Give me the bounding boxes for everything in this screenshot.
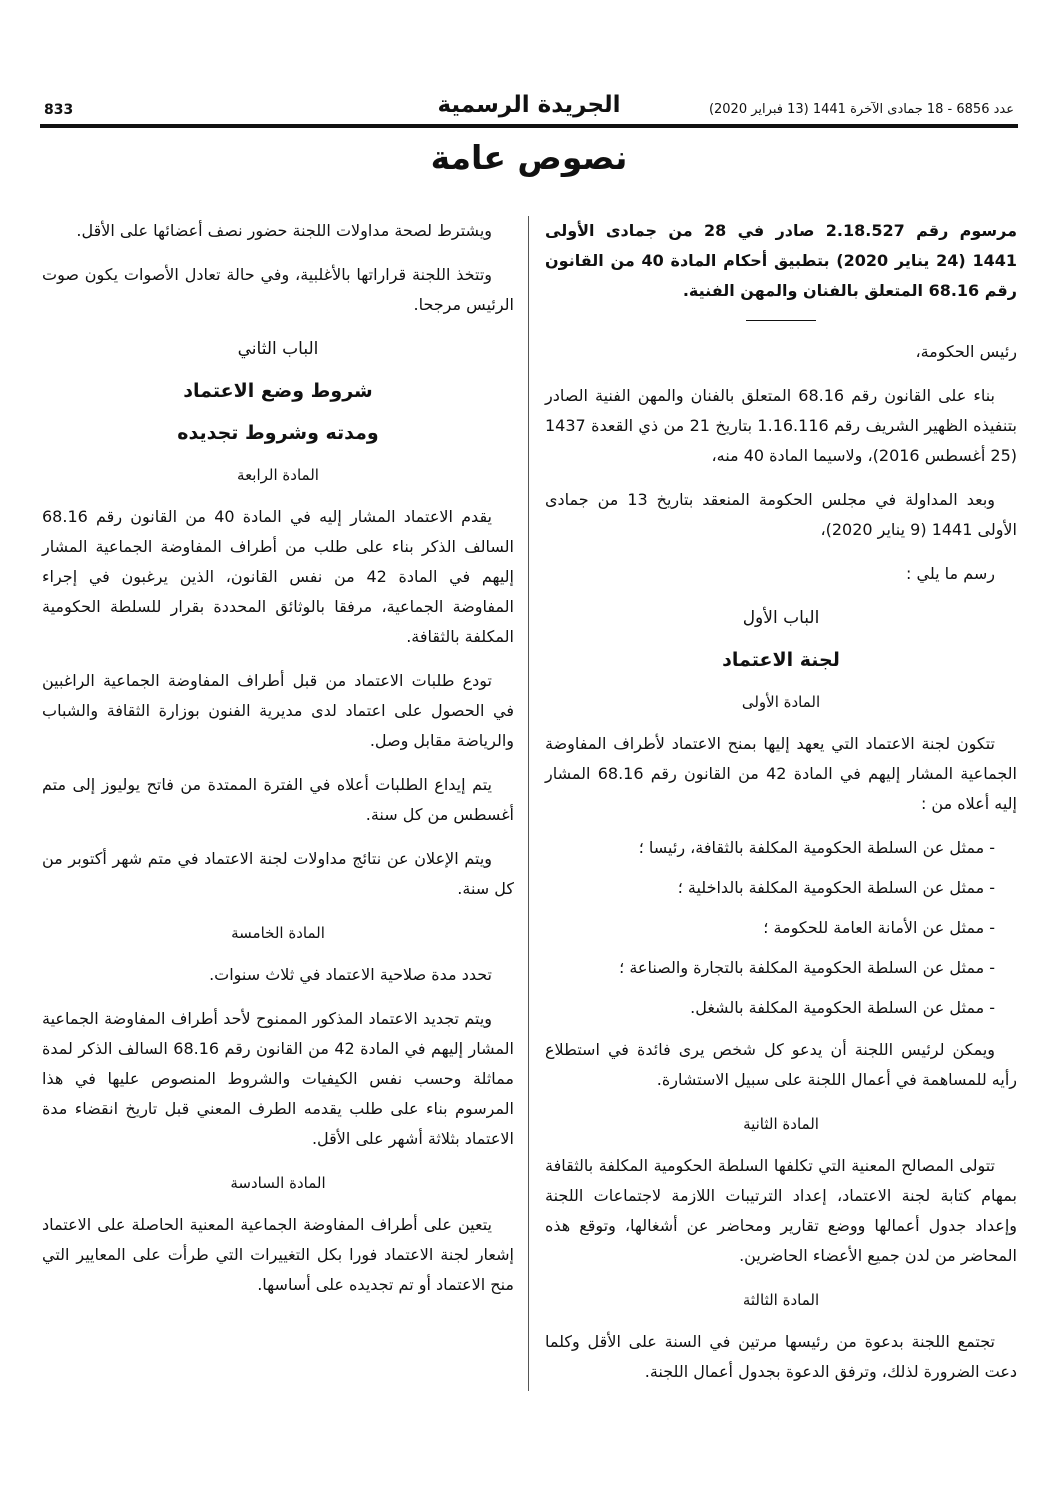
part-label: الباب الأول bbox=[742, 608, 820, 628]
article-paragraph: وتتخذ اللجنة قراراتها بالأغلبية، وفي حالة تعادل الأصوات يكون صوت الرئيس مرجحا. bbox=[42, 265, 514, 314]
list-item: - ممثل عن السلطة الحكومية المكلفة بالتجارة والصناعة ؛ bbox=[619, 958, 995, 977]
article-paragraph: تجتمع اللجنة بدعوة من رئيسها مرتين في السنة على الأقل وكلما دعت الضرورة لذلك، وترفق الدعوة بجدول أعمال اللجنة. bbox=[545, 1332, 1017, 1381]
article-paragraph: تحدد مدة صلاحية الاعتماد في ثلاث سنوات. bbox=[209, 965, 492, 984]
column-divider bbox=[528, 216, 529, 1391]
article-paragraph: ويمكن لرئيس اللجنة أن يدعو كل شخص يرى فائدة في استطلاع رأيه للمساهمة في أعمال اللجنة على سبيل الاستشارة. bbox=[545, 1040, 1017, 1089]
list-item: - ممثل عن السلطة الحكومية المكلفة بالشغل. bbox=[690, 998, 995, 1017]
opening-line: رئيس الحكومة، bbox=[915, 342, 1017, 361]
article-label: المادة الخامسة bbox=[231, 924, 325, 942]
part-heading: لجنة الاعتماد bbox=[722, 649, 840, 671]
page-number: 833 bbox=[44, 102, 74, 118]
list-item: - ممثل عن السلطة الحكومية المكلفة بالداخلية ؛ bbox=[677, 878, 995, 897]
list-item: - ممثل عن الأمانة العامة للحكومة ؛ bbox=[763, 918, 995, 937]
list-item: - ممثل عن السلطة الحكومية المكلفة بالثقافة، رئيسا ؛ bbox=[638, 838, 995, 857]
article-paragraph: تتكون لجنة الاعتماد التي يعهد إليها بمنح الاعتماد لأطراف المفاوضة الجماعية المشار إليهم في المادة 42 من القانون رقم 68.16 المشار إليه أعلاه من : bbox=[545, 734, 1017, 813]
section-title: نصوص عامة bbox=[430, 138, 628, 177]
part-heading: ومدته وشروط تجديده bbox=[177, 422, 379, 444]
article-label: المادة الثانية bbox=[743, 1115, 819, 1133]
article-label: المادة الأولى bbox=[741, 693, 821, 711]
part-label: الباب الثاني bbox=[237, 339, 319, 359]
article-paragraph: يقدم الاعتماد المشار إليه في المادة 40 من القانون رقم 68.16 السالف الذكر بناء على طلب من أطراف المفاوضة الجماعية المشار إليهم في المادة 42 من نفس القانون، الذين يرغبون في إجراء المفاوضة الجماعية، مرفقا بالوثائق المحددة بقرار للسلطة الحكومية المكلفة بالثقافة. bbox=[42, 507, 514, 646]
page-header bbox=[40, 92, 1018, 128]
left-column bbox=[42, 216, 514, 1314]
member-list bbox=[545, 833, 1017, 1023]
preamble-paragraph: وبعد المداولة في مجلس الحكومة المنعقد بتاريخ 13 من جمادى الأولى 1441 (9 يناير 2020)، bbox=[545, 490, 1017, 539]
article-label: المادة الثالثة bbox=[742, 1291, 820, 1309]
article-paragraph: ويشترط لصحة مداولات اللجنة حضور نصف أعضائها على الأقل. bbox=[76, 221, 492, 240]
article-paragraph: ويتم الإعلان عن نتائج مداولات لجنة الاعتماد في متم شهر أكتوبر من كل سنة. bbox=[42, 849, 514, 898]
article-paragraph: تتولى المصالح المعنية التي تكلفها السلطة الحكومية المكلفة بالثقافة بمهام كتابة لجنة الاعتماد، إعداد الترتيبات اللازمة لاجتماعات اللجنة وإعداد جدول أعمالها ووضع تقارير ومحاضر عن أشغالها، وتوقع هذه المحاضر من لدن جميع الأعضاء الحاضرين. bbox=[545, 1156, 1017, 1265]
right-column bbox=[545, 216, 1017, 1401]
gazette-title: الجريدة الرسمية bbox=[437, 92, 621, 118]
article-label: المادة السادسة bbox=[230, 1174, 326, 1192]
decree-title: مرسوم رقم 2.18.527 صادر في 28 من جمادى الأولى 1441 (24 يناير 2020) بتطبيق أحكام المادة 40 من القانون رقم 68.16 المتعلق بالفنان والمهن الفنية. bbox=[545, 221, 1018, 300]
decrees-line: رسم ما يلي : bbox=[906, 564, 995, 583]
article-paragraph: تودع طلبات الاعتماد من قبل أطراف المفاوضة الجماعية الراغبين في الحصول على اعتماد لدى مديرية الفنون بوزارة الثقافة والشباب والرياضة مقابل وصل. bbox=[42, 671, 514, 750]
preamble-paragraph: بناء على القانون رقم 68.16 المتعلق بالفنان والمهن الفنية الصادر بتنفيذه الظهير الشريف رقم 1.16.116 بتاريخ 21 من ذي القعدة 1437 (25 أغسطس 2016)، ولاسيما المادة 40 منه، bbox=[545, 386, 1017, 465]
header-rule bbox=[40, 124, 1018, 128]
article-paragraph: يتعين على أطراف المفاوضة الجماعية المعنية الحاصلة على الاعتماد إشعار لجنة الاعتماد فورا بكل التغييرات التي طرأت على المعايير التي منح الاعتماد أو تم تجديده على أساسها. bbox=[42, 1215, 514, 1294]
part-heading: شروط وضع الاعتماد bbox=[183, 380, 373, 402]
short-divider bbox=[746, 320, 816, 321]
article-paragraph: ويتم تجديد الاعتماد المذكور الممنوح لأحد أطراف المفاوضة الجماعية المشار إليهم في المادة 42 من القانون رقم 68.16 السالف الذكر لمدة مماثلة وحسب نفس الكيفيات والشروط المنصوص عليها في هذا المرسوم بناء على طلب يقدمه الطرف المعني قبل تاريخ انقضاء مدة الاعتماد بثلاثة أشهر على الأقل. bbox=[42, 1009, 515, 1148]
article-label: المادة الرابعة bbox=[237, 466, 319, 484]
issue-info: عدد 6856 - 18 جمادى الآخرة 1441 (13 فبراير 2020) bbox=[708, 102, 1014, 117]
article-paragraph: يتم إيداع الطلبات أعلاه في الفترة الممتدة من فاتح يوليوز إلى متم أغسطس من كل سنة. bbox=[42, 775, 514, 824]
